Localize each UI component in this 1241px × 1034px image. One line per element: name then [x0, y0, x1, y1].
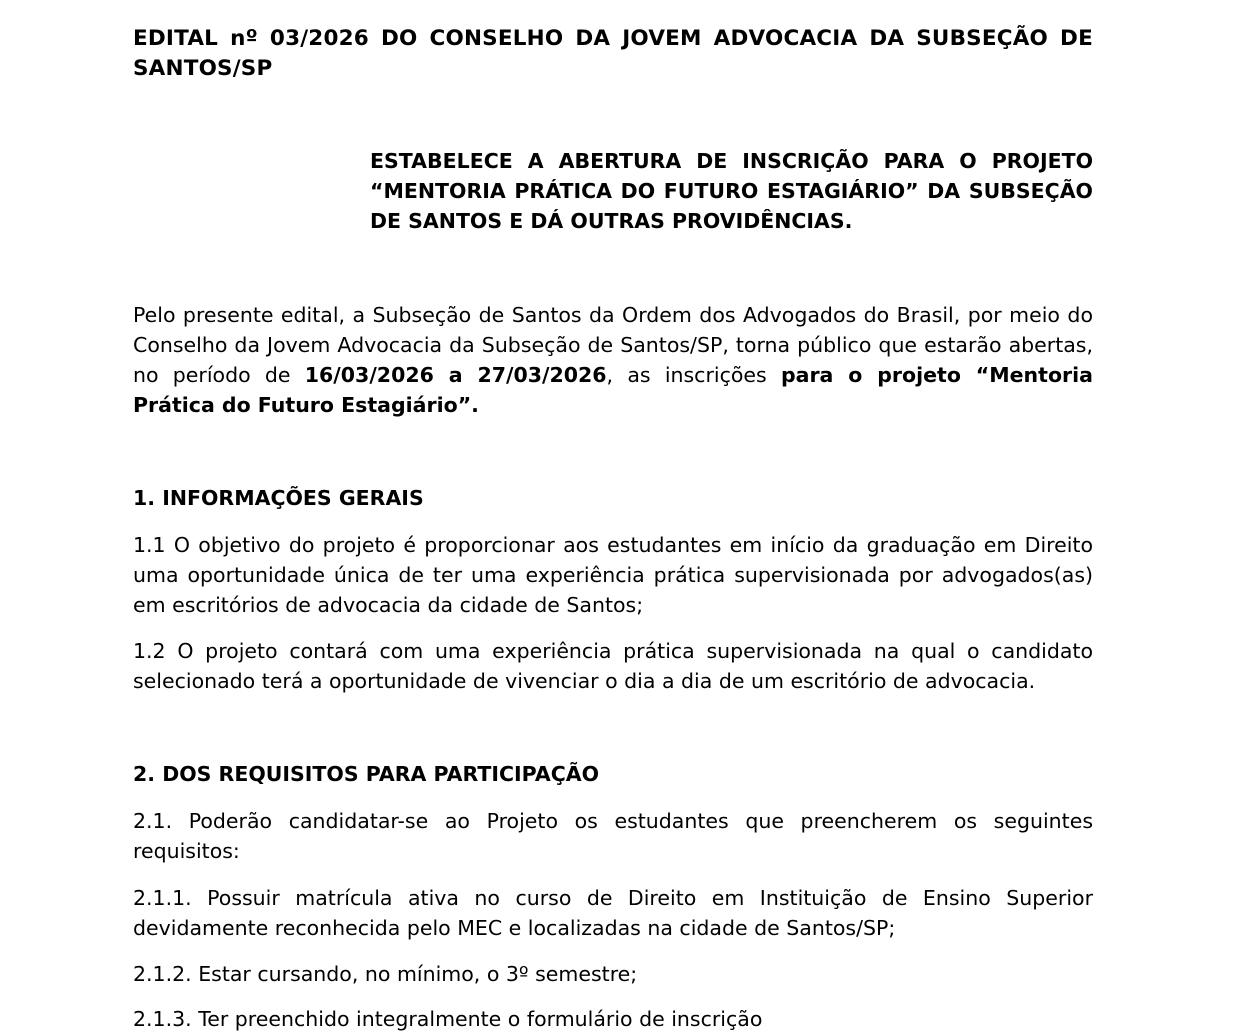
clause-2-1: 2.1. Poderão candidatar-se ao Projeto os estudantes que preencherem os seguintes requisitos:	[133, 809, 1093, 863]
clause-1-1: 1.1 O objetivo do projeto é proporcionar aos estudantes em início da graduação em Direito uma oportunidade única de ter uma experiência prática supervisionada por advogados(as) em escritórios de advocacia da cidade de Santos;	[133, 533, 1093, 617]
document-title: EDITAL nº 03/2026 DO CONSELHO DA JOVEM ADVOCACIA DA SUBSEÇÃO DE SANTOS/SP	[133, 26, 1093, 81]
intro-text-2: , as inscrições	[606, 363, 781, 387]
project-name: para o projeto “Mentoria Prática do Futuro Estagiário”.	[133, 363, 1094, 417]
clause-2-1-3: 2.1.3. Ter preenchido integralmente o formulário de inscrição	[133, 1007, 763, 1031]
clause-1-2: 1.2 O projeto contará com uma experiência prática supervisionada na qual o candidato selecionado terá a oportunidade de vivenciar o dia a dia de um escritório de advocacia.	[133, 639, 1093, 693]
section-heading-2: 2. DOS REQUISITOS PARA PARTICIPAÇÃO	[133, 762, 600, 786]
document-ementa: ESTABELECE A ABERTURA DE INSCRIÇÃO PARA O PROJETO “MENTORIA PRÁTICA DO FUTURO ESTAGIÁRIO” DA SUBSEÇÃO DE SANTOS E DÁ OUTRAS PROVIDÊNCIAS.	[370, 149, 1093, 233]
section-heading-1: 1. INFORMAÇÕES GERAIS	[133, 486, 424, 510]
registration-period: 16/03/2026 a 27/03/2026	[304, 363, 607, 387]
intro-paragraph	[133, 300, 1093, 420]
clause-2-1-1: 2.1.1. Possuir matrícula ativa no curso de Direito em Instituição de Ensino Superior devidamente reconhecida pelo MEC e localizadas na cidade de Santos/SP;	[133, 886, 1093, 940]
clause-2-1-2: 2.1.2. Estar cursando, no mínimo, o 3º semestre;	[133, 962, 638, 986]
intro-text-1: Pelo presente edital, a Subseção de Santos da Ordem dos Advogados do Brasil, por meio do Conselho da Jovem Advocacia da Subseção de Santos/SP, torna público que estarão abertas, no período de	[133, 303, 1093, 387]
